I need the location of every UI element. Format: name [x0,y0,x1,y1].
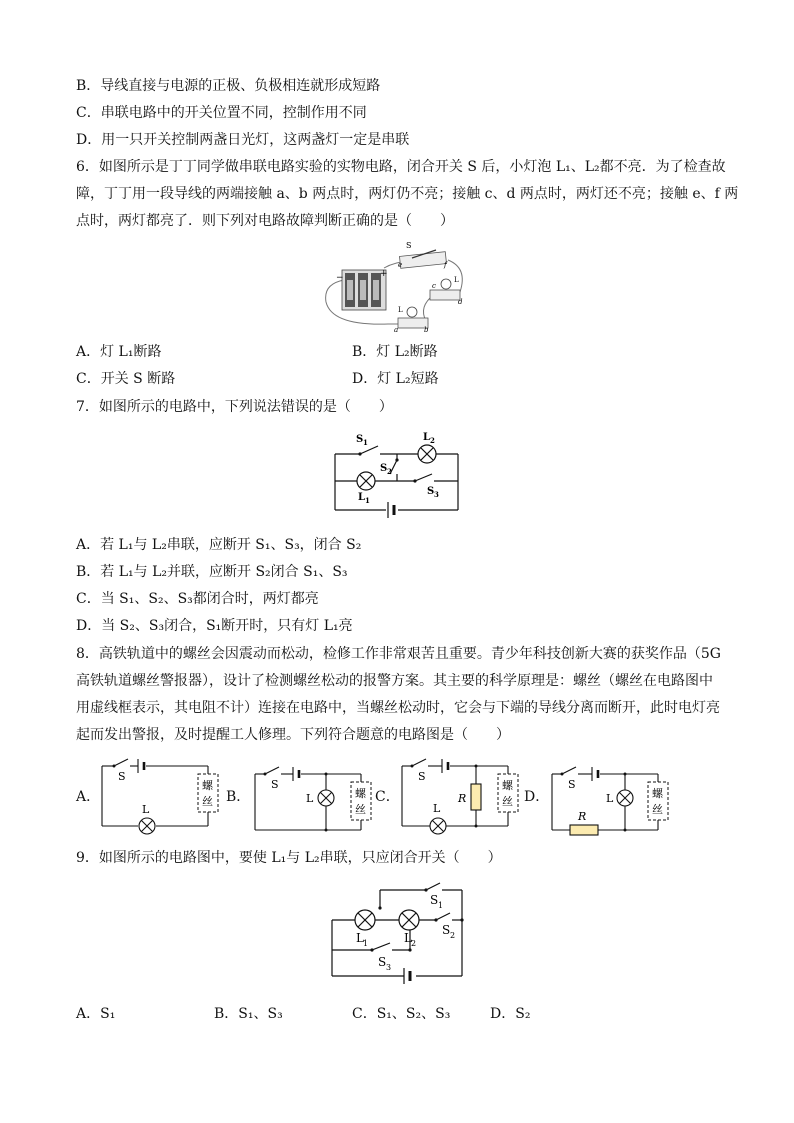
s3-sub: 3 [386,963,392,972]
q8-text-3: 用虚线框表示，其电阻不计）连接在电路中，当螺丝松动时，它会与下端的导线分离而断开，此时电灯亮 [76,700,720,716]
l1-sub: 1 [365,496,370,505]
q6-option-a: A．灯 L₁断路 [76,344,162,360]
s2-label: S [380,463,388,474]
battery-icon [442,759,448,773]
s3-label: S [427,486,435,497]
s1-label: S [430,893,439,907]
lamp-l2-icon [418,445,436,463]
l2-sub: 2 [430,436,435,445]
battery-icon [592,767,598,781]
s2-sub: 2 [387,467,392,476]
q8-option-b-label: B． [226,789,251,805]
screw-label-1: 螺 [202,779,213,792]
q7-text: 7．如图所示的电路中，下列说法错误的是（ ） [76,399,393,415]
s1-sub: 1 [363,438,368,447]
l1-label: L [358,492,366,503]
lamp-icon [617,790,633,806]
l2-sub: 2 [411,939,417,948]
battery-icon [293,767,299,781]
bulb-l2-label: L [454,276,459,284]
q9-option-b: B．S₁、S₃ [214,1006,283,1022]
statement-b: B．导线直接与电源的正极、负极相连就形成短路 [76,78,381,94]
lamp-l1-icon [357,472,375,490]
lamp-l-label: L [306,792,314,805]
q7-option-b: B．若 L₁与 L₂并联，应断开 S₂闭合 S₁、S₃ [76,564,348,580]
battery-icon [404,968,410,984]
lamp-icon [318,790,334,806]
q8-text-4: 起而发出警报，及时提醒工人修理。下列符合题意的电路图是（ ） [76,727,510,743]
q8-circuit-a [98,756,223,834]
switch-icon [399,250,446,268]
q6-circuit-figure [318,240,478,332]
q6-option-b: B．灯 L₂断路 [352,344,438,360]
statement-c: C．串联电路中的开关位置不同，控制作用不同 [76,105,367,121]
screw-label-1: 螺 [652,787,663,800]
q7-option-a: A．若 L₁与 L₂串联，应断开 S₁、S₃，闭合 S₂ [76,537,362,553]
battery-icon [388,502,394,518]
q6-text-3: 点时，两灯都亮了．则下列对电路故障判断正确的是（ ） [76,213,454,229]
lamp-icon [139,818,155,834]
q9-circuit-figure [328,876,468,984]
q8-text-1: 8．高铁轨道中的螺丝会因震动而松动，检修工作非常艰苦且重要。青少年科技创新大赛的获奖作品（5G [76,646,721,662]
q6-option-d: D．灯 L₂短路 [352,371,439,387]
s3-sub: 3 [434,490,439,499]
point-f-label: f [444,261,447,269]
lamp-l1-icon [355,910,375,930]
q9-option-c: C．S₁、S₂、S₃ [352,1006,451,1022]
q9-option-d: D．S₂ [490,1006,531,1022]
screw-label-2: 丝 [502,795,513,808]
bulb-l1-label: L [398,306,403,314]
lamp-l-label: L [433,802,441,815]
l1-sub: 1 [363,939,369,948]
s3-label: S [378,955,387,969]
s1-sub: 1 [438,901,444,910]
switch-s-label: S [568,778,576,791]
q6-text-2: 障，丁丁用一段导线的两端接触 a、b 两点时，两灯仍不亮；接触 c、d 两点时，两灯还不亮；接触 e、f 两 [76,186,739,202]
switch-s-label: S [271,778,279,791]
q6-text-1: 6．如图所示是丁丁同学做串联电路实验的实物电路，闭合开关 S 后，小灯泡 L₁、L₂都不亮．为了检查故 [76,159,726,175]
screw-label-1: 螺 [502,779,513,792]
screw-label-2: 丝 [652,803,663,816]
point-b-label: b [424,326,429,334]
q9-option-a: A．S₁ [76,1006,116,1022]
battery-icon [138,759,144,773]
point-e-label: e [398,261,403,269]
statement-d: D．用一只开关控制两盏日光灯，这两盏灯一定是串联 [76,132,410,148]
q6-option-c: C．开关 S 断路 [76,371,176,387]
q8-text-2: 高铁轨道螺丝警报器），设计了检测螺丝松动的报警方案。其主要的科学原理是：螺丝（螺丝在电路图中 [76,673,713,689]
switch-s-label: S [118,770,126,783]
q8-option-a-label: A． [76,789,101,805]
resistor-r-label: R [578,810,587,823]
q7-circuit-figure [330,428,465,523]
point-d-label: d [458,298,463,306]
plus-label: + [380,269,388,279]
q7-option-d: D．当 S₂、S₃闭合，S₁断开时，只有灯 L₁亮 [76,618,353,634]
lamp-l-label: L [606,792,614,805]
screw-label-1: 螺 [355,787,366,800]
switch-s-label: S [418,770,426,783]
lamp-l-label: L [142,803,150,816]
q8-option-d-label: D． [524,789,550,805]
resistor-icon [570,825,598,835]
l1-label: L [356,931,364,945]
q8-circuit-b [251,756,376,834]
minus-label: − [336,273,344,283]
point-a-label: a [394,326,399,334]
s2-label: S [442,923,451,937]
resistor-icon [471,784,481,810]
lamp-l2-icon [399,910,419,930]
s1-label: S [356,434,364,445]
q9-text: 9．如图所示的电路图中，要使 L₁与 L₂串联，只应闭合开关（ ） [76,850,502,866]
q7-option-c: C．当 S₁、S₂、S₃都闭合时，两灯都亮 [76,591,319,607]
q8-option-c-label: C． [375,789,400,805]
lamp-icon [430,818,446,834]
l2-label: L [423,432,431,443]
resistor-r-label: R [458,792,467,805]
screw-label-2: 丝 [202,795,213,808]
point-c-label: c [432,282,436,290]
switch-s-label: S [406,241,412,250]
screw-label-2: 丝 [355,803,366,816]
s2-sub: 2 [450,931,456,940]
q8-circuit-d [548,756,673,834]
q8-circuit-c [398,756,523,834]
l2-label: L [404,931,412,945]
